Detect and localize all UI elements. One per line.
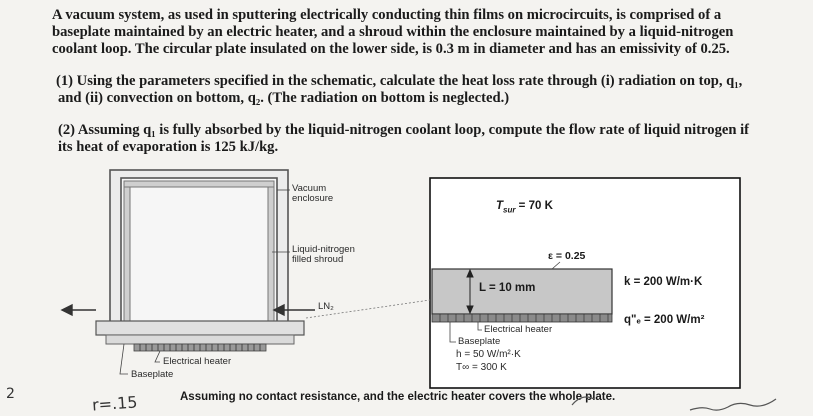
baseplate-assembly: [96, 321, 304, 351]
label-ln2: LN₂: [318, 301, 334, 312]
label-conductivity: k = 200 W/m·K: [624, 276, 703, 288]
label-baseplate-left: Baseplate: [131, 369, 174, 380]
label-t-sur: $T_{sur} = 70$ K: [496, 200, 553, 215]
label-vacuum-enclosure: Vacuum enclosure: [292, 183, 334, 204]
label-electrical-heater-left: Electrical heater: [163, 356, 232, 367]
label-h: h = 50 W/m²·K: [456, 349, 521, 360]
label-heat-flux: q"ₑ = 200 W/m²: [624, 314, 705, 326]
handwritten-radius-note: r=.15: [91, 392, 139, 415]
problem-intro: A vacuum system, as used in sputtering electrically conducting thin films on microcircuits, is comprised of a baseplate maintained by an electric heater, and a shroud within the enclosure maintained by a liquid-nitrogen coolant loop. The circular plate insulated on the lower side, is 0.3 m in diameter and has an emissivity of 0.25.: [52, 7, 734, 57]
label-shroud: Liquid-nitrogen filled shroud: [292, 244, 355, 265]
label-thickness: L = 10 mm: [479, 282, 536, 294]
assumption-note: Assuming no contact resistance, and the electric heater covers the whole plate.: [180, 391, 616, 403]
question-1: (1) Using the parameters specified in the schematic, calculate the heat loss rate through (i) radiation on top, q₁, and (ii) convection on bottom, q₂. (The radiation on bottom is neglected.): [56, 73, 743, 106]
question-2: (2) Assuming q₁ is fully absorbed by the liquid-nitrogen coolant loop, compute the flow rate of liquid nitrogen if its heat of evaporation is 125 kJ/kg.: [58, 122, 750, 155]
label-emissivity: ε = 0.25: [548, 250, 586, 262]
vacuum-enclosure: [110, 170, 288, 330]
label-electrical-heater-detail: Electrical heater: [484, 324, 553, 335]
label-t-inf: T∞ = 300 K: [456, 362, 507, 373]
handwritten-margin-mark: 2: [6, 386, 15, 402]
label-baseplate-detail: Baseplate: [458, 336, 501, 347]
